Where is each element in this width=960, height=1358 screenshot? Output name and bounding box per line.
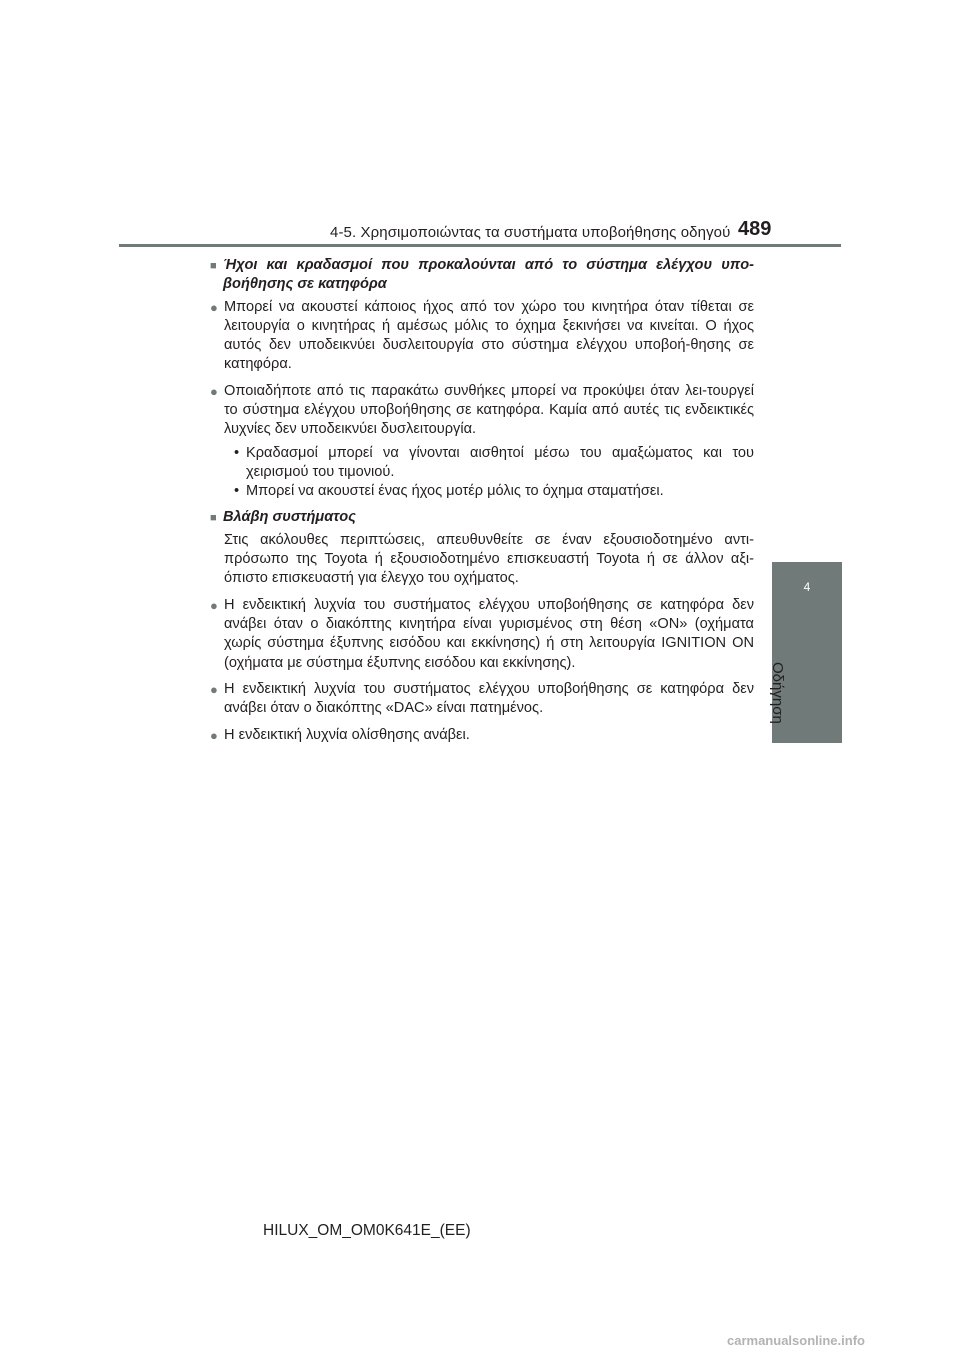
list-item-text: Κραδασμοί μπορεί να γίνονται αισθητοί μέσω του αμαξώματος και του χειρισμού του τιμονιού. — [246, 444, 754, 480]
bullet-paragraph — [210, 726, 754, 745]
page-number: 489 — [738, 218, 772, 240]
paragraph-text: Οποιαδήποτε από τις παρακάτω συνθήκες μπορεί να προκύψει όταν λει-τουργεί το σύστημα ελέγχου υποβοήθησης σε κατηφόρα. Καμία από αυτές τις ενδεικτικές λυχνίες δεν υποδεικνύει δυσλειτουργία. — [224, 382, 754, 438]
circle-bullet-icon: ● — [210, 727, 218, 743]
sub-list — [210, 444, 754, 502]
bullet-paragraph — [210, 680, 754, 719]
bullet-paragraph — [210, 596, 754, 673]
dot-marker: • — [234, 483, 240, 500]
section-title: 4-5. Χρησιμοποιώντας τα συστήματα υποβοήθησης οδηγού — [330, 224, 731, 241]
list-item — [210, 482, 754, 501]
chapter-number: 4 — [803, 580, 811, 594]
paragraph-text: Μπορεί να ακουστεί κάποιος ήχος από τον χώρο του κινητήρα όταν τίθεται σε λειτουργία ο κινητήρας ή αμέσως μόλις το όχημα ξεκινήσει να κινείται. Ο ήχος αυτός δεν υποδεικνύει δυσλειτουργία στο σύστημα ελέγχου υποβοή-θησης σε κατηφόρα. — [224, 298, 754, 373]
circle-bullet-icon: ● — [210, 681, 218, 697]
header-rule — [119, 244, 841, 247]
list-item — [210, 444, 754, 483]
bullet-paragraph — [210, 382, 754, 440]
circle-bullet-icon: ● — [210, 597, 218, 613]
paragraph-text: Στις ακόλουθες περιπτώσεις, απευθυνθείτε σε έναν εξουσιοδοτημένο αντι-πρόσωπο της Toyota ή εξουσιοδοτημένο επισκευαστή Toyota ή σε άλλον αξι-όπιστο επισκευαστή για έλεγχο του οχήματος. — [224, 531, 754, 587]
square-bullet-icon: ■ — [210, 260, 217, 272]
paragraph-text: Η ενδεικτική λυχνία ολίσθησης ανάβει. — [224, 726, 470, 743]
chapter-label: Οδήγηση — [769, 662, 786, 724]
paragraph-text: Η ενδεικτική λυχνία του συστήματος ελέγχου υποβοήθησης σε κατηφόρα δεν ανάβει όταν ο διακόπτης «DAC» είναι πατημένος. — [224, 680, 754, 717]
dot-marker: • — [234, 444, 240, 461]
paragraph-text: Η ενδεικτική λυχνία του συστήματος ελέγχου υποβοήθησης σε κατηφόρα δεν ανάβει όταν ο διακόπτης κινητήρα είναι γυρισμένος στη θέση «ON» (οχήματα χωρίς σύστημα έξυπνης εισόδου και εκκίνησης) ή στη λειτουργία IGNITION ON (οχήματα με σύστημα έξυπνης εισόδου και εκκίνησης). — [224, 596, 754, 671]
heading-text: Βλάβη συστήματος — [223, 508, 356, 525]
intro-paragraph — [210, 531, 754, 589]
page-content — [210, 256, 754, 752]
section-heading — [210, 508, 754, 528]
bullet-paragraph — [210, 298, 754, 375]
section-heading — [210, 256, 754, 295]
list-item-text: Μπορεί να ακουστεί ένας ήχος μοτέρ μόλις το όχημα σταματήσει. — [246, 483, 664, 500]
circle-bullet-icon: ● — [210, 299, 218, 315]
page-header — [0, 0, 960, 250]
watermark-text: carmanualsonline.info — [727, 1333, 865, 1348]
document-code: HILUX_OM_OM0K641E_(EE) — [263, 1222, 471, 1239]
circle-bullet-icon: ● — [210, 383, 218, 399]
square-bullet-icon: ■ — [210, 511, 217, 524]
heading-text: Ήχοι και κραδασμοί που προκαλούνται από το σύστημα ελέγχου υπο-βοήθησης σε κατηφόρα — [223, 257, 754, 293]
